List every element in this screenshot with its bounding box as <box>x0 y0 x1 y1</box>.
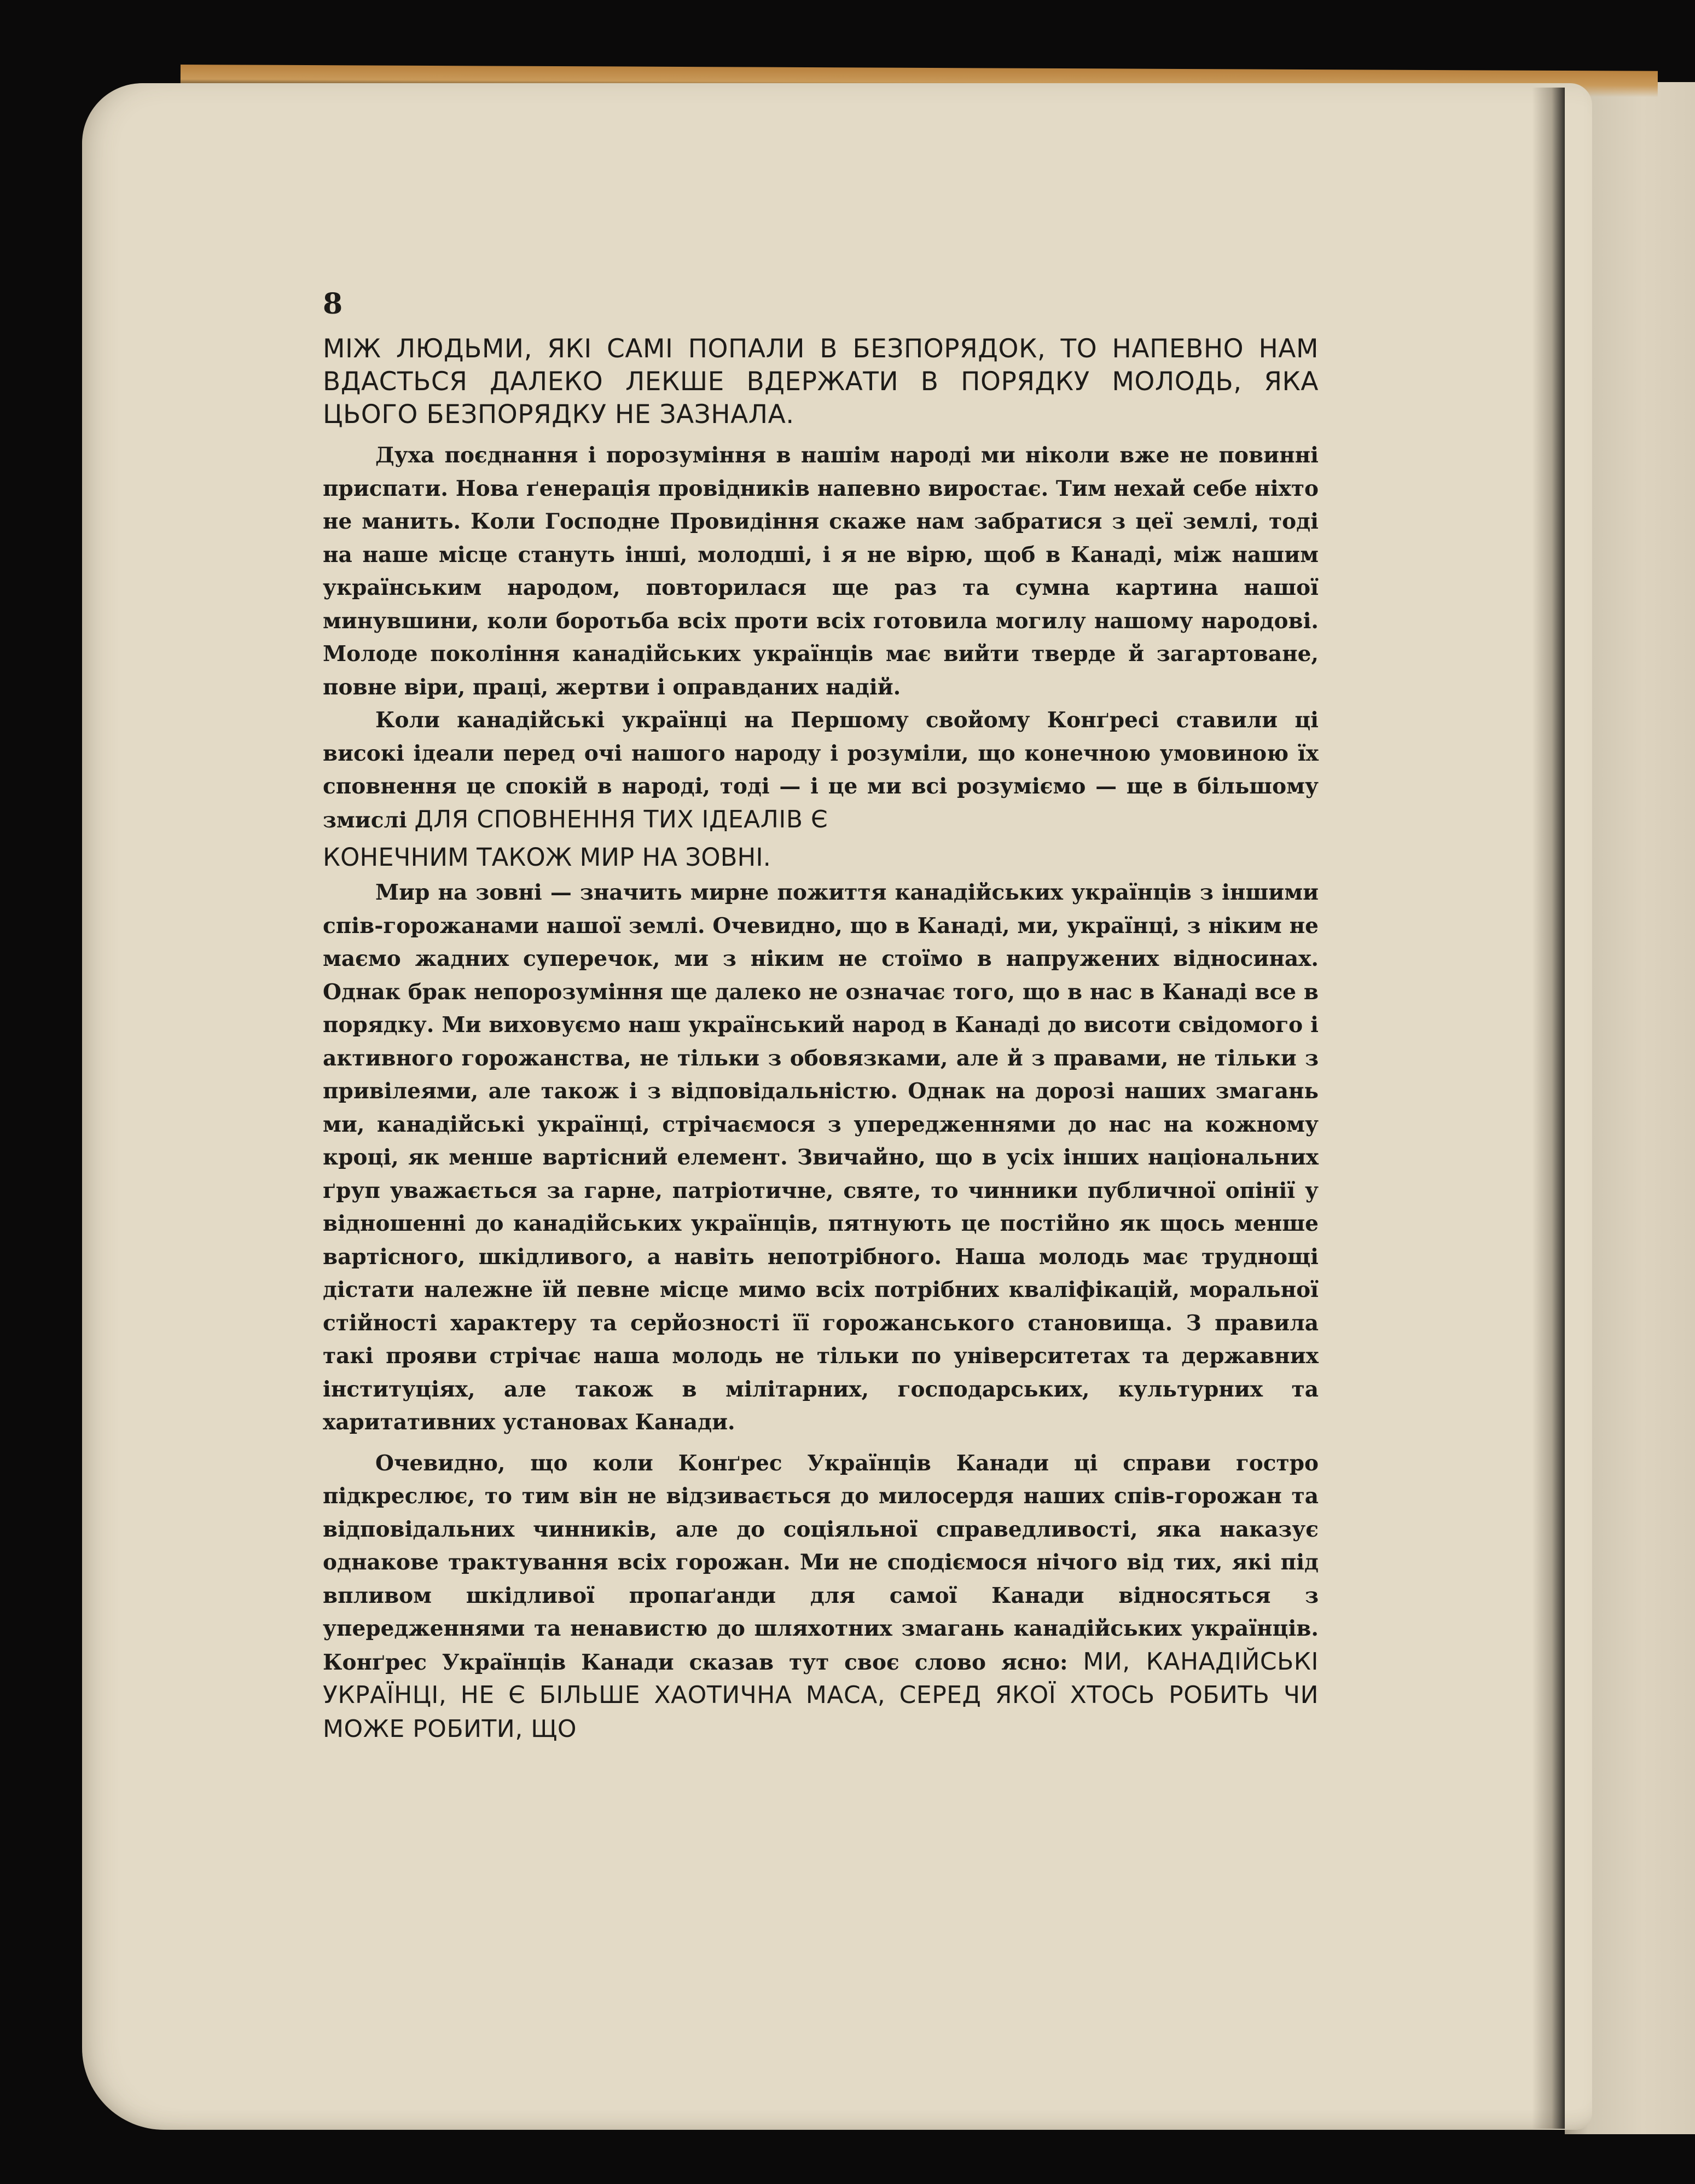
book-gutter <box>1532 88 1565 2129</box>
paragraph-2-caps-line: КОНЕЧНИМ ТАКОЖ МИР НА ЗОВНІ. <box>323 843 771 872</box>
page-number: 8 <box>323 287 343 321</box>
paragraph-4-caps: МИ, КАНАДІЙСЬКІ УКРАЇНЦІ, НЕ Є БІЛЬШЕ ХАОТИЧНА МАСА, СЕРЕД ЯКОЇ ХТОСЬ РОБИТЬ ЧИ МОЖЕ РОБИТИ, ЩО <box>323 1647 1319 1743</box>
paragraph-3: Мир на зовні — значить мирне пожиття канадійських українців з іншими спів-горожанами нашої землі. Очевидно, що в Канаді, ми, українці, з ніким не маємо жадних суперечок, ми з ніким не стоїмо в напружених відносинах. Однак брак непорозуміння ще далеко не означає того, що в нас в Канаді все в порядку. Ми виховуємо наш український народ в Канаді до висоти свідомого і активного горожанства, не тільки з обовязками, але й з правами, не тільки з привілеями, але також і з відповідальністю. Однак на дорозі наших змагань ми, канадійські українці, стрічаємося з упередженнями до нас на кожному кроці, як менше вартісний елемент. Звичайно, що в усіх інших національних ґруп уважається за гарне, патріотичне, святе, то чинники публичної опінії у відношенні до канадійських українців, пятнують це постійно як щось менше вартісного, шкідливого, а навіть непотрібного. Наша молодь має труднощі дістати належне їй певне місце мимо всіх потрібних кваліфікацій, моральної стійності характеру та серйозності її горожанського становища. З правила такі прояви стрічає наша молодь не тільки по університетах та державних інституціях, але також в мілітарних, господарських, культурних та харитативних установах Канади. <box>323 880 1319 1435</box>
paragraph-2 <box>323 704 1319 837</box>
paragraph-4 <box>323 1447 1319 1747</box>
heading-caps-continuation: МІЖ ЛЮДЬМИ, ЯКІ САМІ ПОПАЛИ В БЕЗПОРЯДОК, ТО НАПЕВНО НАМ ВДАСТЬСЯ ДАЛЕКО ЛЕКШЕ ВДЕРЖАТИ В ПОРЯДКУ МОЛОДЬ, ЯКА ЦЬОГО БЕЗПОРЯДКУ НЕ ЗАЗНАЛА. <box>323 334 1319 430</box>
paragraph-1: Духа поєднання і порозуміння в нашім народі ми ніколи вже не повинні приспати. Нова ґенерація провідників напевно виростає. Тим нехай себе ніхто не манить. Коли Господне Провидіння скаже нам забратися з цеї землі, тоді на наше місце стануть інші, молодші, і я не вірю, щоб в Канаді, між нашим українським народом, повторилася ще раз та сумна картина нашої минувшини, коли боротьба всіх проти всіх готовила могилу нашому народові. Молоде покоління канадійських українців має вийти тверде й загартоване, повне віри, праці, жертви і оправданих надій. <box>323 443 1319 700</box>
paragraph-4-text: Очевидно, що коли Конґрес Українців Канади ці справи гостро підкреслює, то тим він не відзивається до милосердя наших спів-горожан та відповідальних чинників, але до соціяльної справедливості, яка наказує однакове трактування всіх горожан. Ми не сподіємося нічого від тих, які під впливом шкідливої пропаґанди для самої Канади відносяться з упередженнями та ненавистю до шляхотних змагань канадійських українців. Конґрес Українців Канади сказав тут своє слово ясно: <box>323 1450 1319 1675</box>
page-content <box>323 287 1319 1746</box>
paragraph-2-text: Коли канадійські українці на Першому свойому Конґресі ставили ці високі ідеали перед очі нашого народу і розуміли, що конечною умовиною їх сповнення це спокій в народі, тоді — і це ми всі розуміємо — ще в більшому змислі <box>323 708 1319 833</box>
paragraph-2-caps: ДЛЯ СПОВНЕННЯ ТИХ ІДЕАЛІВ Є <box>414 805 828 833</box>
